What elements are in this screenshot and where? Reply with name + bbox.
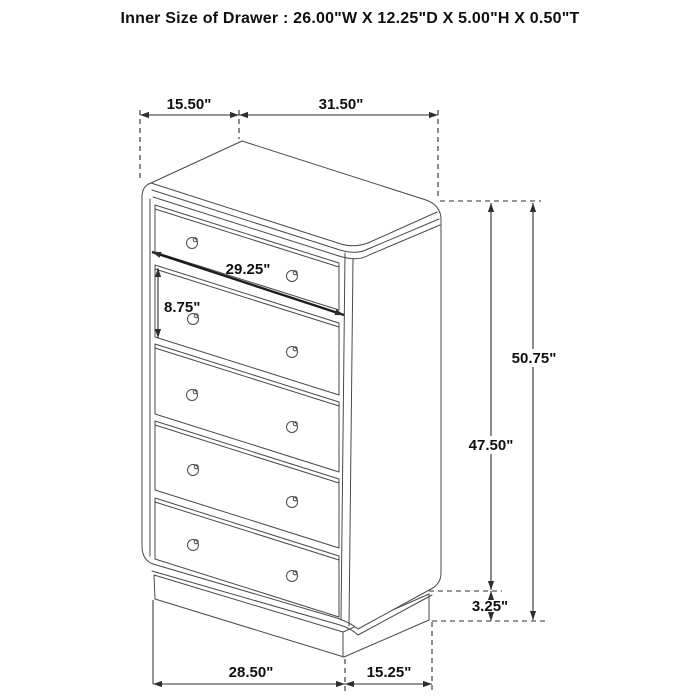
dim-label-drawer-width: 29.25" (225, 261, 271, 278)
chest-drawing (142, 141, 441, 657)
page-title: Inner Size of Drawer : 26.00"W X 12.25"D X 5.00"H X 0.50"T (120, 10, 580, 27)
dim-label-base-height: 3.25" (471, 598, 509, 615)
dim-label-body-height: 47.50" (468, 437, 514, 454)
dim-body-height (429, 201, 541, 591)
dim-label-bottom-side-depth: 15.25" (366, 664, 412, 681)
dim-overall-height (432, 203, 556, 621)
dim-base-height (472, 591, 508, 621)
dim-label-top-width: 31.50" (318, 96, 364, 113)
dim-label-bottom-front-width: 28.50" (228, 664, 274, 681)
dim-label-overall-height: 50.75" (511, 350, 557, 367)
dim-label-top-depth: 15.50" (166, 96, 212, 113)
dim-label-drawer-height: 8.75" (164, 299, 201, 316)
chest-silhouette (142, 141, 441, 629)
